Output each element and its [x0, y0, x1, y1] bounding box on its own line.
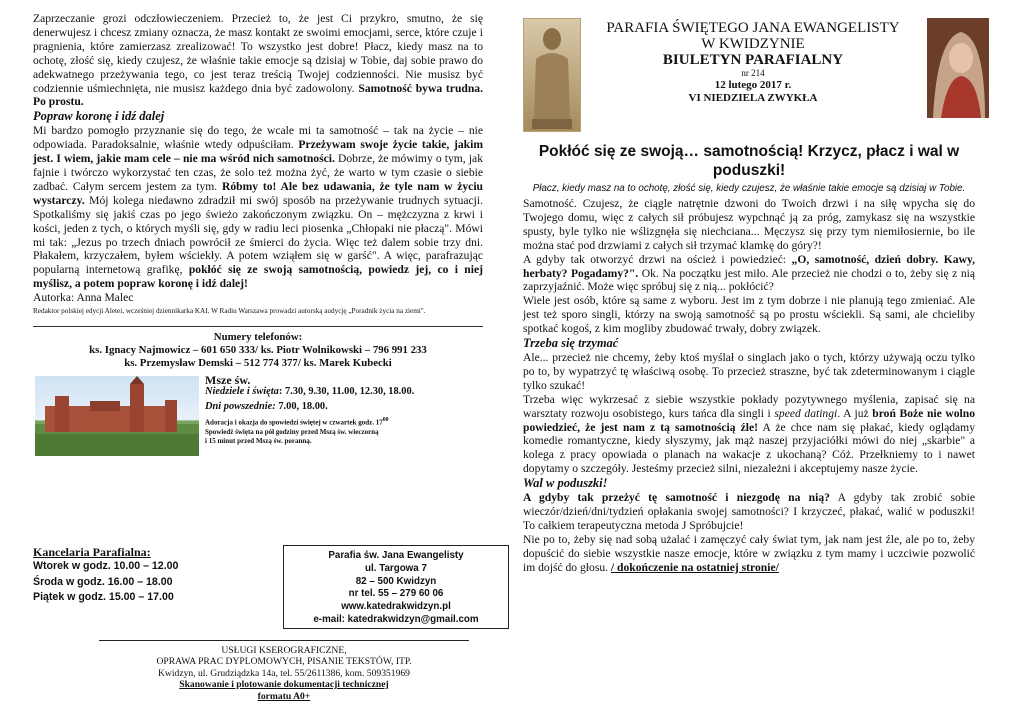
article-paragraph	[523, 533, 975, 575]
parish-phone: nr tel. 55 – 279 60 06	[348, 588, 444, 600]
article-title: Pokłóć się ze swoją… samotnością! Krzycz, płacz i wal w poduszki!	[538, 143, 960, 179]
article-paragraph: Ale... przecież nie chcemy, żeby ktoś myślał o singlach jako o tych, którzy używają oczu tylko po to, by wypatrzyć tę właściwą osobę. To przecież straszne, być tak zdeterminowanym i ciągle tylko szukać!	[523, 350, 975, 392]
services-format: formatu A0+	[257, 690, 311, 702]
bold-text: „O, samotność, dzień dobry. Kawy, herbaty? Pogadamy?".	[523, 252, 975, 280]
text: Trzeba więc wykrzesać z siebie wszystkie pokłady pozytywnego myślenia, zapisać się na warsztaty rozwoju osobistego, kurs tańca dla singli i	[523, 392, 975, 420]
article-paragraph	[523, 491, 975, 533]
parish-name: Parafia św. Jana Ewangelisty	[328, 550, 464, 561]
text: Ok. Na początku jest miło. Ale przecież nie chodzi o to, żeby się z nią zaprzyjaźnić. Może więc spróbuj się z nią... pokłócić?	[523, 266, 975, 294]
copy-services-ad	[99, 640, 469, 702]
issue-number: nr 214	[741, 68, 765, 78]
phones-title: Numery telefonów:	[213, 331, 303, 344]
text: . A już	[837, 406, 873, 420]
bold-text: Róbmy to! Ale bez udawania, że tyle nam w życiu wystarczy.	[33, 179, 483, 207]
confession-note-2: i 15 minut przed Mszą św. poranną.	[205, 436, 312, 445]
services-address: Kwidzyn, ul. Grudziądzka 14a, tel. 55/2611386, kom. 509351969	[158, 667, 410, 679]
statue-illustration	[524, 19, 580, 131]
bulletin-title: BIULETYN PARAFIALNY	[662, 52, 844, 68]
subheading-trzeba-sie-trzymac: Trzeba się trzymać	[523, 336, 619, 351]
text: A że chce nam się płakać, kiedy oglądamy komedie romantyczne, kiedy słyszymy, jak mąż naszej przyjaciółki mówi do niej „skarbie" a kolega z pracy opowiada o planach na wakacje z ukochaną? Cóż. Przełkniemy to i nawet dopytamy o szczegóły. Jesteśmy przecież silni, niezależni i akceptujemy nasze życie.	[523, 420, 975, 476]
mass-weekday-times: 7.00, 18.00.	[275, 400, 328, 412]
parish-office-hours	[33, 545, 263, 606]
text: A gdyby tak otworzyć drzwi na oścież i powiedzieć:	[523, 252, 792, 266]
article-lead: Płacz, kiedy masz na to ochotę, złość się, kiedy czujesz, że właśnie takie emocje są dzisiaj w Tobie.	[532, 183, 966, 194]
mass-sunday-label: Niedziele i święta	[205, 386, 279, 398]
article-paragraph	[523, 253, 975, 295]
office-hours-row: Piątek w godz. 15.00 – 17.00	[33, 591, 174, 603]
services-line: USŁUGI KSEROGRAFICZNE,	[221, 645, 347, 656]
text: Dobrze, że mówimy o tym, jak fajnie i twórczo wykorzystać ten czas, że solo też można żyć, że warto w tym czasie o siebie zadbać. Całym sercem jestem za tym.	[33, 152, 483, 193]
services-line: OPRAWA PRAC DYPLOMOWYCH, PISANIE TEKSTÓW, ITP.	[156, 656, 412, 668]
parish-contact-box	[283, 545, 509, 629]
subheading-popraw-korone: Popraw koronę i idź dalej	[33, 109, 165, 124]
text: Nie po to, żeby się nad sobą użalać i zamęczyć cały świat tym, jak nam jest źle, ale po to, żeby dopuścić do siebie wszystkie nasze emocje, które w związku z tym mamy i uczciwie pozwolić im dojść do głosu.	[523, 532, 975, 574]
office-title: Kancelaria Parafialna:	[33, 545, 151, 559]
liturgical-sunday: VI NIEDZIELA ZWYKŁA	[688, 92, 818, 104]
bold-text: Samotność bywa trudna. Po prostu.	[33, 81, 483, 109]
parish-street: ul. Targowa 7	[365, 562, 427, 574]
bulletin-header	[523, 12, 975, 138]
time-superscript: 00	[382, 417, 389, 424]
subheading-wal-w-poduszki: Wal w poduszki!	[523, 476, 608, 491]
left-bottom-area	[33, 0, 483, 725]
italic-text: speed datingi	[774, 406, 838, 420]
article-paragraph: Wiele jest osób, które są same z wyboru. Jest im z tym dobrze i nie planują tego zmieniać. Ale jest też sporo singli, którzy na swoją samotność są po prostu wściekli. Są sami, ale chcieliby spotkać kogoś, z kim mogliby zbudować trwały, dobry związek.	[523, 294, 975, 336]
right-column	[523, 12, 975, 574]
mass-weekday-label: Dni powszednie:	[205, 400, 276, 412]
parish-postcode: 82 – 500 Kwidzyn	[355, 575, 437, 587]
bold-text: Przeżywam swoje życie takie, jakim jest. I wiem, jakie mam cele – nie ma wśród nich samotności.	[33, 138, 483, 166]
article-paragraph	[523, 393, 975, 476]
bold-text: A gdyby tak przeżyć tę samotność i niezgodę na nią?	[523, 491, 830, 505]
phones-line: ks. Ignacy Najmowicz – 601 650 333/ ks. Piotr Wolnikowski – 796 991 233	[89, 344, 427, 357]
parish-email: e-mail: katedrakwidzyn@gmail.com	[313, 613, 479, 625]
text: Mój kolega niedawno zdradził mi swój sposób na przeżywanie trudnych sytuacji. Spotkaliśmy się jakiś czas po jego świeżo zakończonym związku. On – mężczyzna z krwi i kości, jeden z tych, o których myśli się, gdy w radiu leci piosenka „Chłopaki nie płaczą". Mówi mi tak: „Jezus po trzech dniach powrócił ze śmierci do życia. Więc też dalem sobie trzy dni. Płakałem, krzyczałem, byłem wściekły. A potem wziąłem się w garść". A więc, parafrazując popularną internetową grafikę,	[33, 193, 483, 277]
painting-illustration	[927, 18, 989, 118]
confession-note: Spowiedź święta na pół godziny przed Mszą św. wieczorną	[205, 427, 379, 436]
parish-city: W KWIDZYNIE	[701, 36, 805, 52]
mass-sunday-times: : 7.30, 9.30, 11.00, 12.30, 18.00.	[278, 386, 415, 398]
continued-link: / dokończenie na ostatniej stronie/	[610, 560, 779, 574]
parish-title: PARAFIA ŚWIĘTEGO JANA EWANGELISTY	[606, 20, 900, 36]
article-author: Autorka: Anna Malec	[33, 291, 134, 305]
text: Mi bardzo pomogło przyznanie się do tego, że wcale mi ta samotność – tak na życie – nie odpowiada. Paradoksalnie, właśnie wtedy odpuściłam.	[33, 124, 483, 152]
text: Zaprzeczanie grozi odczłowieczeniem. Przecież to, że jest Ci przykro, smutno, że się denerwujesz i chcesz zmiany oznacza, że masz kontakt ze swoimi emocjami, serce, które czuje i pragnienia, które zamierzasz zrealizować! To wszystko jest dobre! Płacz, kiedy masz na to ochotę, złość się, kiedy czujesz, że właśnie takie emocje są dzisiaj w Tobie, daj sobie prawo do adekwatnego przeżywania tego, co jest teraz treścią Twojej codzienności. Nie musisz być codziennie uśmiechnięta, nie musisz każdego dnia być zadowolony.	[33, 12, 483, 95]
saint-statue-image	[523, 18, 581, 132]
bold-text: pokłóć się ze swoją samotnością, powiedz jej, co i niej myślisz, a potem popraw koronę i idź dalej!	[33, 263, 483, 291]
text: A gdyby tak zrobić sobie wieczór/dzień/dni/tydzień opłakania swojej samotności? I krzyczeć, płakać, walić w poduszki! To całkiem terapeutyczna metoda J Spróbujcie!	[523, 491, 975, 532]
office-hours-row: Wtorek w godz. 10.00 – 12.00	[33, 560, 179, 572]
bold-text: broń Boże nie wolno powiedzieć, że jest nam z tą samotnością źle!	[523, 406, 976, 434]
parish-website: www.katedrakwidzyn.pl	[341, 601, 451, 613]
mass-title: Msze św.	[205, 373, 251, 388]
article-paragraph: Samotność. Czujesz, że ciągle natrętnie dzwoni do Twoich drzwi i na siłę wpycha się do Twojego domu, więc z całych sił próbujesz wypchnąć ją za próg, zamykasz się na wszystkie spusty, byle tylko nie wślizgnęła się niechciana... Męczysz się przy tym niemiłosiernie, bo ile można stać pod drzwiami z całych sił trzymać klamkę do góry?!	[523, 197, 975, 252]
services-scanning: Skanowanie i plotowanie dokumentacji technicznej	[179, 679, 389, 691]
adoration-note: Adoracja i okazja do spowiedzi świętej w czwartek godz. 17	[205, 418, 383, 427]
madonna-painting-image	[927, 18, 989, 118]
author-note: Redaktor polskiej edycji Aletei, wcześniej dziennikarka KAI. W Radiu Warszawa prowadzi autorską audycję „Poradnik życia na ziemi".	[33, 307, 426, 316]
office-hours-row: Środa w godz. 16.00 – 18.00	[33, 575, 173, 588]
issue-date: 12 lutego 2017 r.	[714, 79, 792, 91]
phones-line: ks. Przemysław Demski – 512 774 377/ ks. Marek Kubecki	[124, 357, 392, 370]
bulletin-masthead	[583, 20, 923, 105]
